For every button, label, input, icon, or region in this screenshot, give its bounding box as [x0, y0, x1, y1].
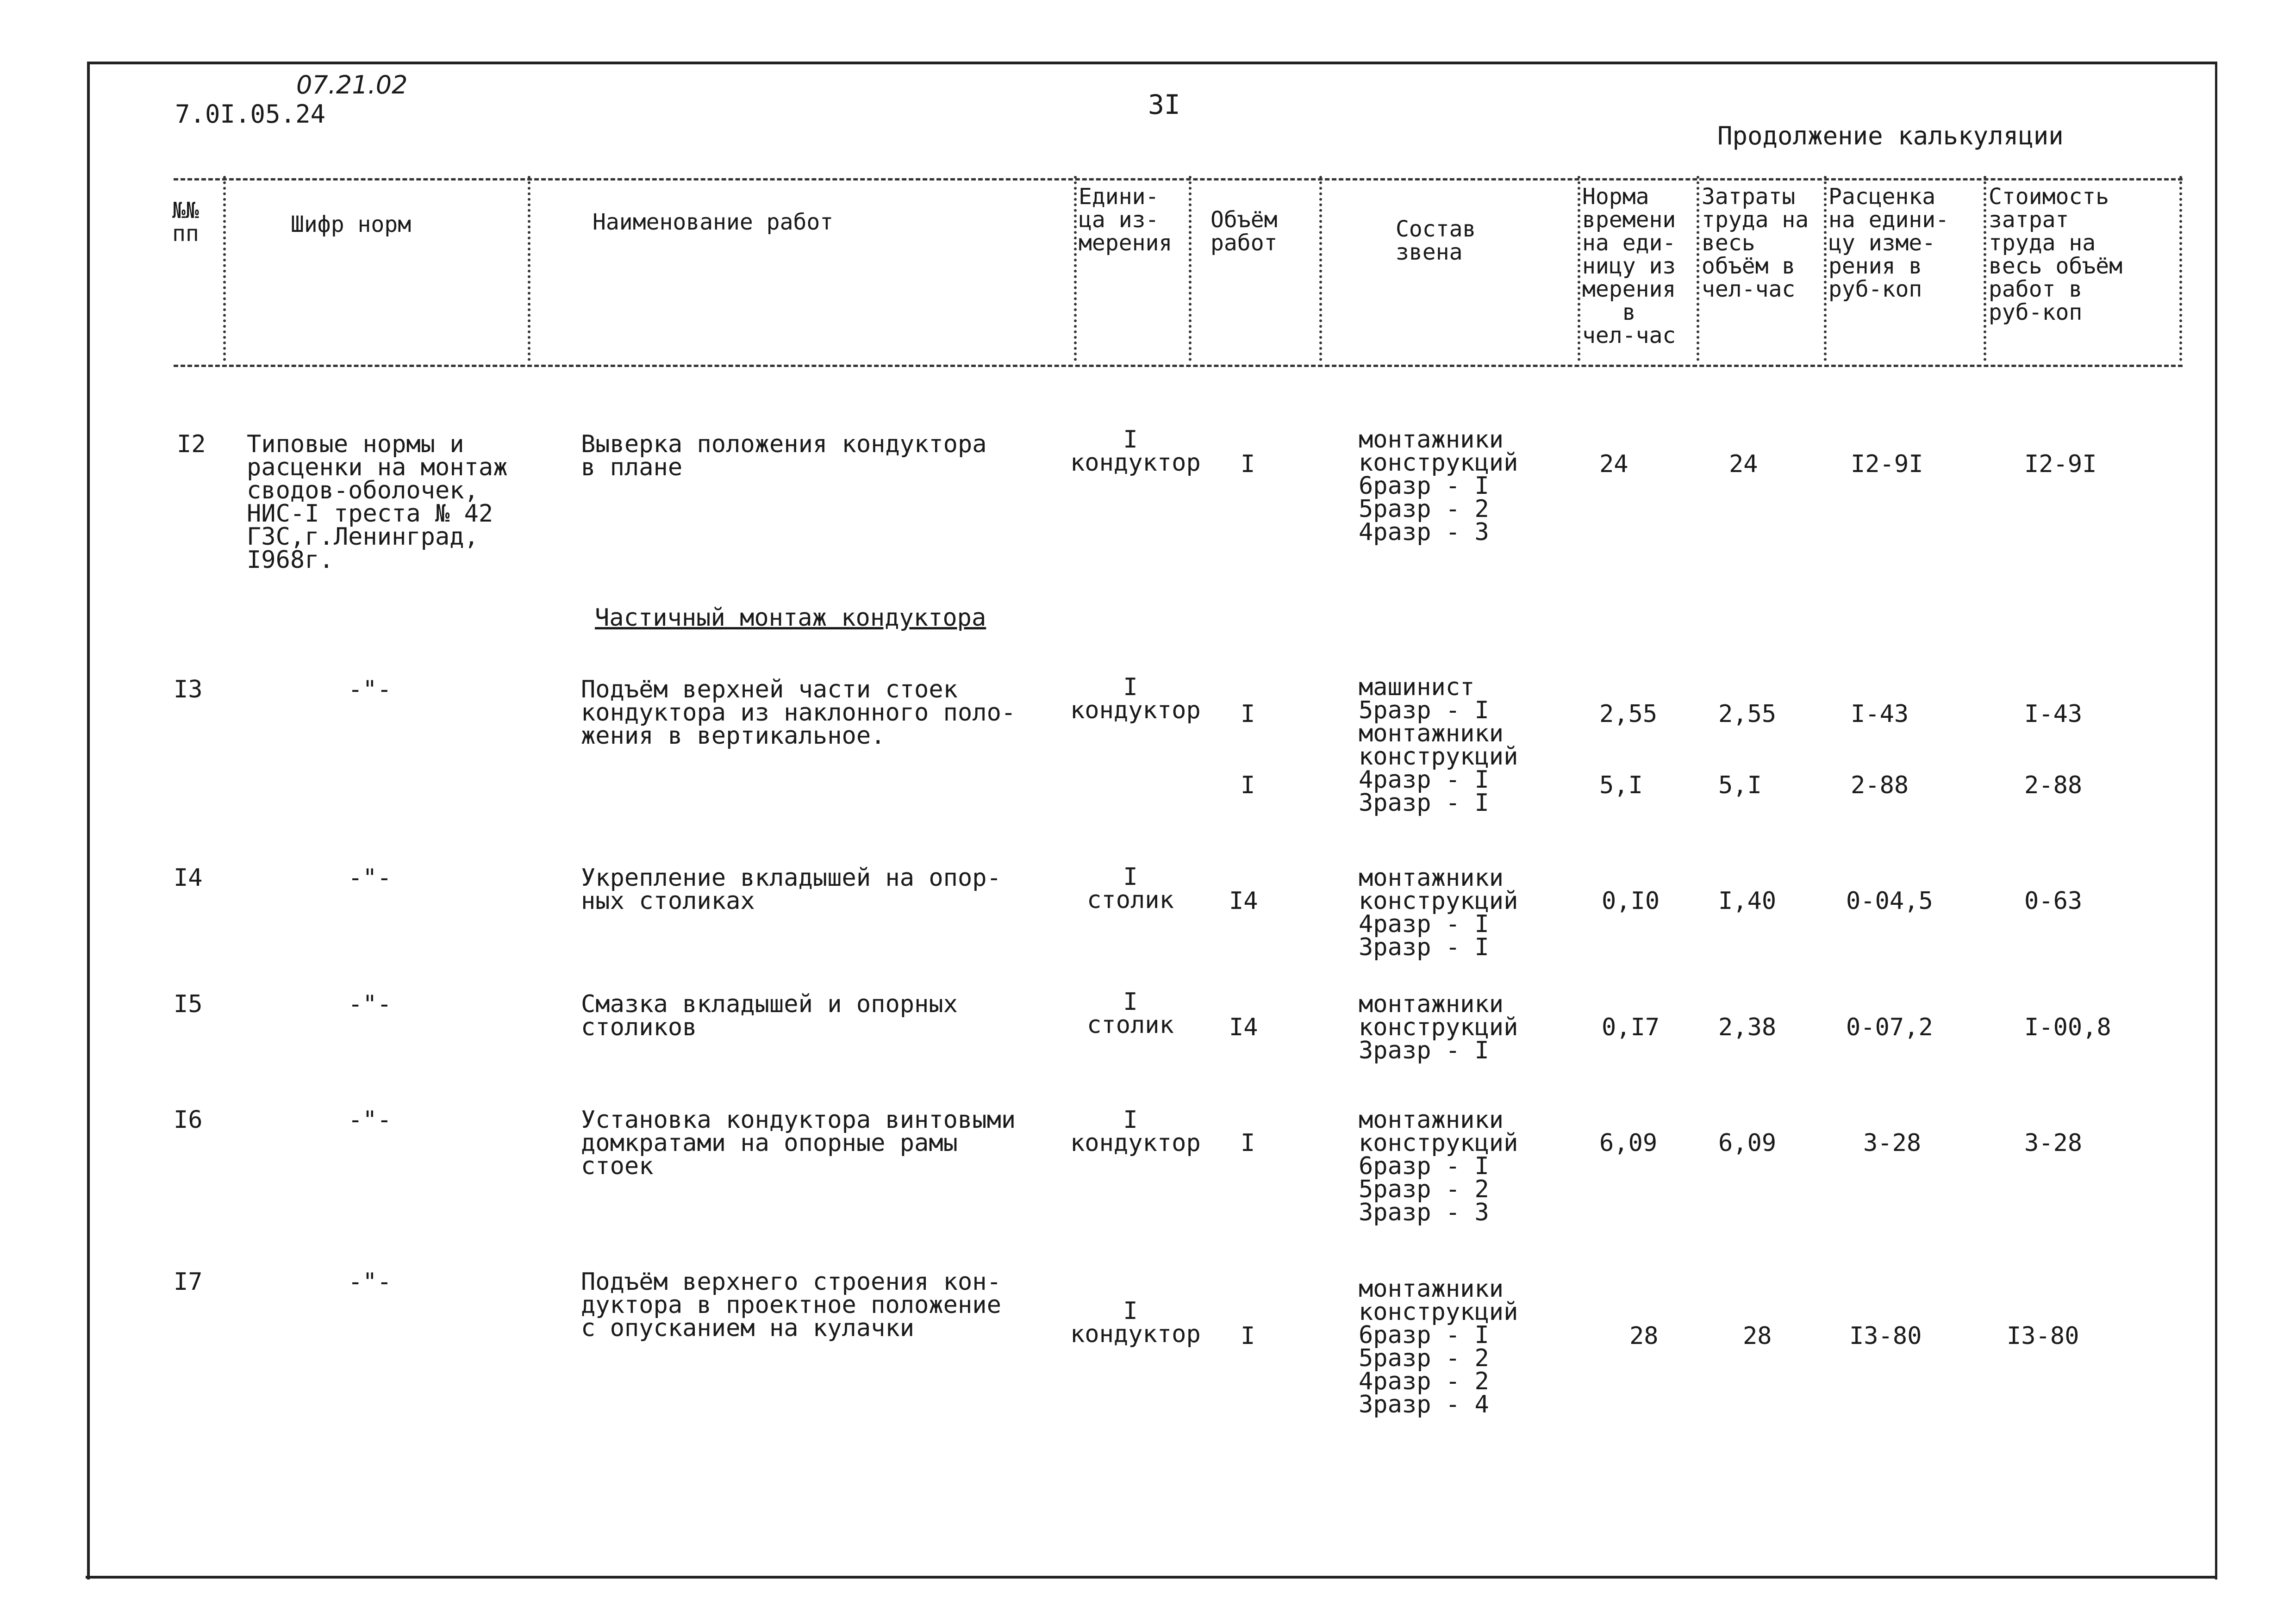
row-cost: 3-28 [2024, 1129, 2083, 1157]
row-crew: монтажники конструкций 6разр - I 5разр - 2 4разр - 2 3разр - 4 [1359, 1275, 1518, 1418]
row-volume: I4 [1229, 1014, 1258, 1041]
row-norm: 6,09 [1599, 1129, 1658, 1157]
frame-right-border [2215, 62, 2217, 1579]
section-title: Частичный монтаж кондуктора [595, 604, 986, 632]
row-unit: I столик [1087, 863, 1174, 914]
column-divider [1074, 176, 1077, 361]
header-code: Шифр норм [291, 211, 412, 237]
row-code: -"- [348, 676, 392, 703]
row-code: -"- [348, 864, 392, 892]
row-volume: I [1241, 1129, 1255, 1157]
page-number: 3I [1148, 89, 1180, 120]
column-divider [1319, 176, 1322, 361]
row-num: I7 [174, 1268, 203, 1296]
row-num: I5 [174, 990, 203, 1018]
row-labor: 2,38 [1718, 1014, 1777, 1041]
header-rate: Расценка на едини- цу изме- рения в руб-коп [1828, 184, 1949, 302]
row-rate: I3-80 [1849, 1322, 1922, 1350]
continuation-label: Продолжение калькуляции [1717, 121, 2064, 150]
row-labor: 2,55 [1718, 700, 1777, 728]
header-num: №№ пп [172, 198, 199, 247]
row-labor: I,40 [1718, 887, 1777, 915]
column-divider [1824, 176, 1827, 361]
row-cost: I-43 [2024, 700, 2083, 728]
row-cost: I2-9I [2024, 450, 2097, 478]
row-name: Смазка вкладышей и опорных столиков [581, 990, 958, 1041]
header-name: Наименование работ [593, 209, 834, 235]
row-norm: 0,I0 [1602, 887, 1660, 915]
row-crew: монтажники конструкций 6разр - I 5разр - 2 3разр - 3 [1359, 1106, 1518, 1226]
row-volume-secondary: I [1241, 771, 1255, 799]
row-rate: I-43 [1851, 700, 1909, 728]
row-num: I2 [177, 430, 206, 458]
row-unit: I столик [1087, 988, 1174, 1039]
row-rate: 0-07,2 [1846, 1014, 1933, 1041]
row-code: -"- [348, 1268, 392, 1296]
row-labor: 24 [1729, 450, 1758, 478]
row-unit: I кондуктор [1070, 1297, 1201, 1348]
row-volume: I4 [1229, 887, 1258, 915]
row-volume: I [1241, 700, 1255, 728]
row-code: Типовые нормы и расценки на монтаж сводов-оболочек, НИС-I треста № 42 ГЗС,г.Ленинград, I968г. [247, 430, 508, 574]
row-volume: I [1241, 1322, 1255, 1350]
row-norm: 0,I7 [1602, 1014, 1660, 1041]
row-labor-secondary: 5,I [1718, 771, 1762, 799]
row-cost: I3-80 [2007, 1322, 2079, 1350]
row-name: Выверка положения кондуктора в плане [581, 430, 987, 481]
header-cost: Стоимость затрат труда на весь объём работ в руб-коп [1989, 184, 2122, 325]
row-name: Укрепление вкладышей на опор- ных столиках [581, 864, 1001, 915]
column-divider [1189, 176, 1192, 361]
document-code: 7.0I.05.24 [175, 99, 326, 129]
row-rate: I2-9I [1851, 450, 1923, 478]
row-cost: I-00,8 [2024, 1014, 2111, 1041]
header-unit: Едини- ца из- мерения [1079, 184, 1173, 256]
row-norm: 2,55 [1599, 700, 1658, 728]
row-rate: 0-04,5 [1846, 887, 1933, 915]
row-norm: 28 [1629, 1322, 1659, 1350]
row-code: -"- [348, 1106, 392, 1134]
row-num: I6 [174, 1106, 203, 1134]
table-header-bottom-rule [174, 365, 2183, 367]
header-crew: Состав звена [1396, 216, 1476, 265]
row-name: Подъём верхнего строения кон- дуктора в проектное положение с опусканием на кулачки [581, 1268, 1001, 1342]
row-num: I3 [174, 676, 203, 703]
column-divider [2179, 176, 2182, 361]
row-volume: I [1241, 450, 1255, 478]
row-name: Подъём верхней части стоек кондуктора из наклонного поло- жения в вертикальное. [581, 676, 1016, 750]
row-norm-secondary: 5,I [1599, 771, 1643, 799]
table-header-top-rule [174, 178, 2183, 180]
row-unit: I кондуктор [1070, 673, 1201, 724]
frame-top-border [87, 62, 2216, 64]
row-crew: монтажники конструкций 3разр - I [1359, 990, 1518, 1064]
row-name: Установка кондуктора винтовыми домкратами на опорные рамы стоек [581, 1106, 1016, 1180]
row-num: I4 [174, 864, 203, 892]
handwritten-code: 07.21.02 [296, 70, 408, 99]
row-crew: машинист 5разр - I монтажники конструкций 4разр - I 3разр - I [1359, 673, 1518, 817]
column-divider [1984, 176, 1986, 361]
row-unit: I кондуктор [1070, 426, 1201, 477]
frame-bottom-border [86, 1576, 2217, 1579]
row-code: -"- [348, 990, 392, 1018]
row-labor: 28 [1743, 1322, 1772, 1350]
header-volume: Объём работ [1210, 207, 1278, 256]
column-divider [528, 176, 530, 361]
header-norm: Норма времени на еди- ницу из мерения в чел-час [1582, 184, 1676, 348]
frame-left-border [87, 62, 90, 1579]
row-cost: 0-63 [2024, 887, 2083, 915]
row-rate: 3-28 [1863, 1129, 1922, 1157]
row-crew: монтажники конструкций 6разр - I 5разр - 2 4разр - 3 [1359, 426, 1518, 546]
column-divider [1578, 176, 1580, 361]
row-labor: 6,09 [1718, 1129, 1777, 1157]
row-crew: монтажники конструкций 4разр - I 3разр - I [1359, 864, 1518, 961]
row-cost-secondary: 2-88 [2024, 771, 2083, 799]
column-divider [223, 176, 226, 361]
row-unit: I кондуктор [1070, 1106, 1201, 1157]
row-norm: 24 [1599, 450, 1628, 478]
header-labor: Затраты труда на весь объём в чел-час [1702, 184, 1809, 302]
column-divider [1697, 176, 1699, 361]
row-rate-secondary: 2-88 [1851, 771, 1909, 799]
